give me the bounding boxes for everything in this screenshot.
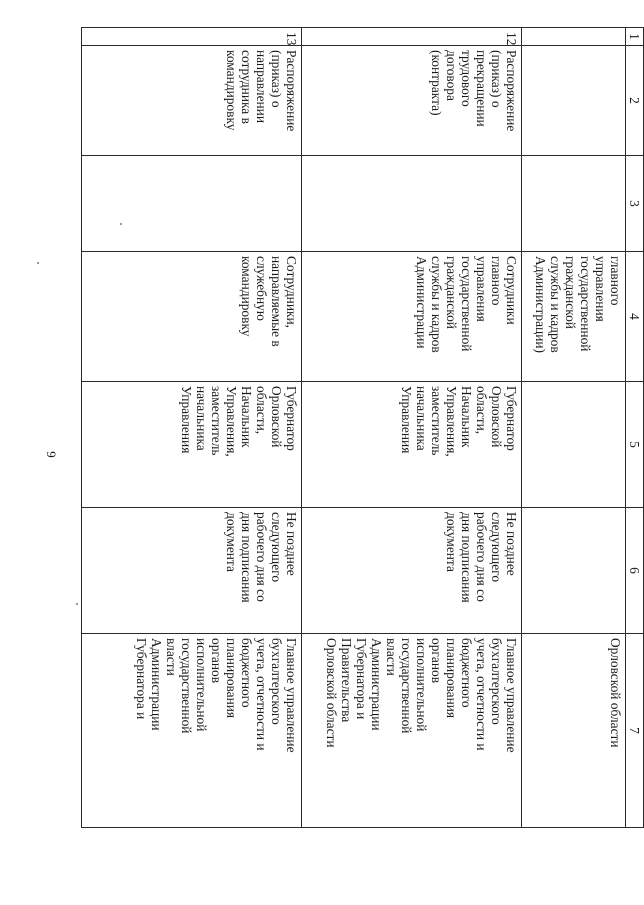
table-cell: [302, 156, 522, 252]
table-cell: [522, 382, 626, 508]
document-name-cell: Распоряжение (приказ) о направлении сотрудника в командировку: [82, 46, 302, 156]
table-row: [82, 28, 302, 828]
page-number: 9: [43, 451, 59, 458]
column-number-row: [626, 28, 644, 828]
table-cell: [522, 156, 626, 252]
scan-speck: [76, 603, 78, 605]
table-cell: главного управления государственной гражданской службы и кадров Администрации): [522, 252, 626, 382]
creators-cell: Сотрудники, направляемые в служебную командировку: [82, 252, 302, 382]
table-cell: Орловской области: [522, 634, 626, 828]
column-number: 4: [626, 252, 644, 382]
scan-speck: [37, 262, 39, 264]
signers-cell: Губернатор Орловской области, Начальник Управления, заместитель начальника Управления: [82, 382, 302, 508]
table-row: [302, 28, 522, 828]
creators-cell: Сотрудники главного управления государственной гражданской службы и кадров Администрации: [302, 252, 522, 382]
recipient-cell: Главное управление бухгалтерского учета, отчетности и бюджетного планирования органов исполнительной государственной власти Администрации Губернатора и Правительства Орловской области: [302, 634, 522, 828]
table-cell: [522, 508, 626, 634]
continuation-row: [522, 28, 626, 828]
recipient-cell: Главное управление бухгалтерского учета, отчетности и бюджетного планирования органов исполнительной государственной власти Администрации Губернатора и: [82, 634, 302, 828]
deadline-cell: Не позднее следующего рабочего дня со дня подписания документа: [302, 508, 522, 634]
column-number: 6: [626, 508, 644, 634]
table-cell: [82, 156, 302, 252]
column-number: 5: [626, 382, 644, 508]
column-number: 1: [626, 28, 644, 46]
document-table: [81, 27, 644, 828]
deadline-cell: Не позднее следующего рабочего дня со дня подписания документа: [82, 508, 302, 634]
column-number: 2: [626, 46, 644, 156]
table-cell: [522, 28, 626, 46]
row-number: 12: [302, 28, 522, 46]
column-number: 7: [626, 634, 644, 828]
row-number: 13: [82, 28, 302, 46]
table-cell: [522, 46, 626, 156]
rotated-page: [88, 27, 644, 827]
signers-cell: Губернатор Орловской области, Начальник Управления, заместитель начальника Управления: [302, 382, 522, 508]
document-name-cell: Распоряжение (приказ) о прекращении трудового договора (контракта): [302, 46, 522, 156]
column-number: 3: [626, 156, 644, 252]
